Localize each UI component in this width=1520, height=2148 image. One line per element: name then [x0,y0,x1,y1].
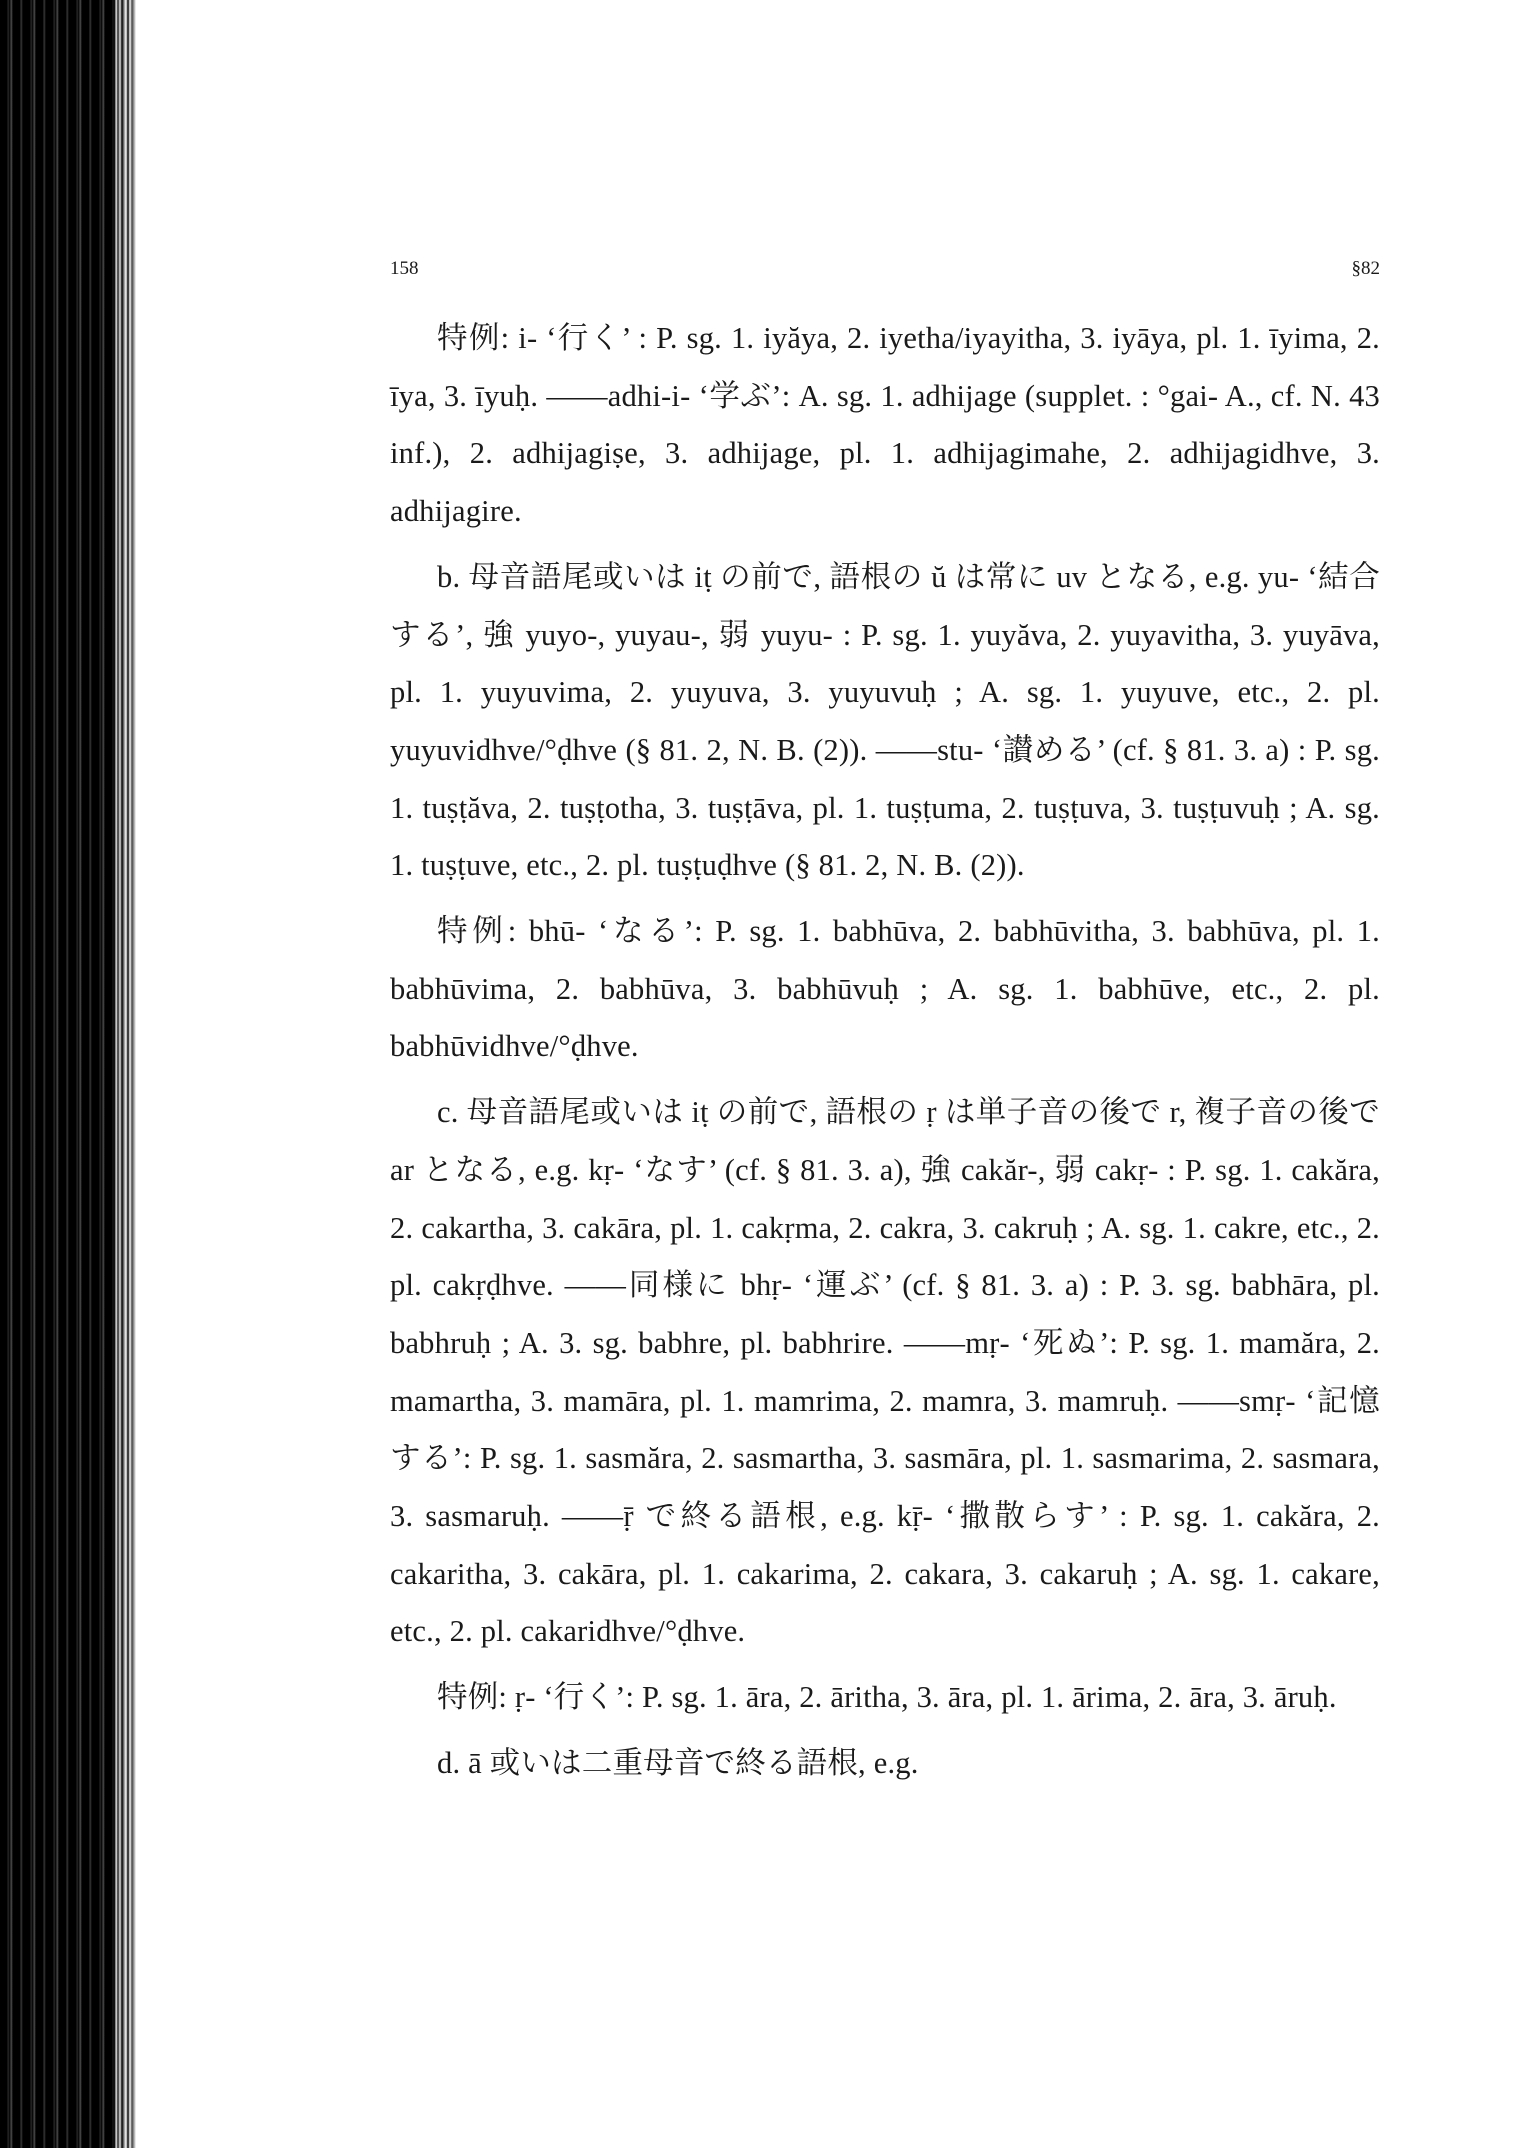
paragraph-b: b. 母音語尾或いは iṭ の前で, 語根の ŭ は常に uv となる, e.g. yu- ‘結合する’, 強 yuyo-, yuyau-, 弱 yuyu- : P. sg. 1. yuyăva, 2. yuyavitha, 3. yuyāva, pl. 1. yuyuvima, 2. yuyuva, 3. yuyuvuḥ ; A. sg. 1. yuyuve, etc., 2. pl. yuyuvidhve/°ḍhve (§ 81. 2, N. B. (2)). ——stu- ‘讃める’ (cf. § 81. 3. a) : P. sg. 1. tuṣṭăva, 2. tuṣṭotha, 3. tuṣṭāva, pl. 1. tuṣṭuma, 2. tuṣṭuva, 3. tuṣṭuvuḥ ; A. sg. 1. tuṣṭuve, etc., 2. pl. tuṣṭuḍhve (§ 81. 2, N. B. (2)). [390,559,1380,883]
paragraph-c: c. 母音語尾或いは iṭ の前で, 語根の ṛ は単子音の後で r, 複子音の後で ar となる, e.g. kṛ- ‘なす’ (cf. § 81. 3. a), 強 cakăr-, 弱 cakṛ- : P. sg. 1. cakăra, 2. cakartha, 3. cakāra, pl. 1. cakṛma, 2. cakra, 3. cakruḥ ; A. sg. 1. cakre, etc., 2. pl. cakṛḍhve. ——同様に bhṛ- ‘運ぶ’ (cf. § 81. 3. a) : P. 3. sg. babhāra, pl. babhruḥ ; A. 3. sg. babhre, pl. babhrire. ——mṛ- ‘死ぬ’: P. sg. 1. mamăra, 2. mamartha, 3. mamāra, pl. 1. mamrima, 2. mamra, 3. mamruḥ. ——smṛ- ‘記憶する’: P. sg. 1. sasmăra, 2. sasmartha, 3. sasmāra, pl. 1. sasmarima, 2. sasmara, 3. sasmaruḥ. ——ṝ で終る語根, e.g. kṝ- ‘撒散らす’ : P. sg. 1. cakăra, 2. cakaritha, 3. cakāra, pl. 1. cakarima, 2. cakara, 3. cakaruḥ ; A. sg. 1. cakare, etc., 2. pl. cakaridhve/°ḍhve. [390,1095,1380,1649]
paragraph-exception-bhu: 特例: bhū- ‘なる’: P. sg. 1. babhūva, 2. babhūvitha, 3. babhūva, pl. 1. babhūvima, 2. babhūva, 3. babhūvuḥ ; A. sg. 1. babhūve, etc., 2. pl. babhūvidhve/°ḍhve. [390,914,1380,1064]
paragraph-d: d. ā 或いは二重母音で終る語根, e.g. [437,1745,919,1780]
body-text [390,310,1380,1801]
paragraph-exception-r: 特例: ṛ- ‘行く’: P. sg. 1. āra, 2. āritha, 3. āra, pl. 1. ārima, 2. āra, 3. āruḥ. [437,1680,1337,1715]
page-number: 158 [390,258,419,279]
paragraph-exception-i: 特例: i- ‘行く’ : P. sg. 1. iyăya, 2. iyetha/iyayitha, 3. iyāya, pl. 1. īyima, 2. īya, 3. īyuḥ. ——adhi-i- ‘学ぶ’: A. sg. 1. adhijage (supplet. : °gai- A., cf. N. 43 inf.), 2. adhijagiṣe, 3. adhijage, pl. 1. adhijagimahe, 2. adhijagidhve, 3. adhijagire. [390,321,1380,529]
section-number: §82 [1351,258,1380,279]
book-binding-shadow [0,0,140,2148]
